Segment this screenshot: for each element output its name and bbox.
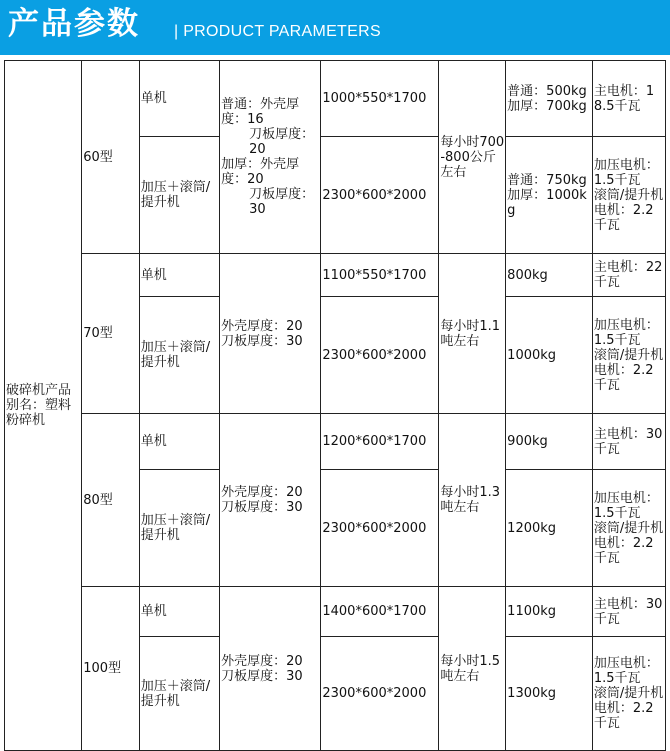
variant-cell: 单机 [139,414,219,470]
capacity-cell: 每小时1.3吨左右 [439,414,506,587]
motor-line: 加压电机：1.5千瓦 [593,317,659,348]
table-row [5,587,666,637]
motor-line: 加压电机：1.5千瓦 [593,157,659,188]
page-subtitle: | PRODUCT PARAMETERS [174,23,381,40]
thickness-line: 刀板厚度：30 [221,668,303,684]
thickness-line: 普通：外壳厚度：16 [221,97,300,127]
header-banner [0,0,670,55]
variant-cell: 单机 [139,254,219,297]
model-cell: 100型 [82,587,139,751]
table-row [5,61,666,137]
weight-cell: 1200kg [506,470,593,587]
dimensions-cell: 2300*600*2000 [321,470,439,587]
motor-line: 滚筒/提升机电机：2.2千瓦 [593,347,664,393]
motor-cell [592,137,665,254]
motor-line: 主电机：18.5千瓦 [593,83,655,114]
weight-cell [506,61,593,137]
weight-cell: 900kg [506,414,593,470]
motor-cell [592,470,665,587]
variant-cell: 单机 [139,61,219,137]
weight-cell: 1000kg [506,297,593,414]
capacity-cell: 每小时1.5吨左右 [439,587,506,751]
motor-line: 滚筒/提升机电机：2.2千瓦 [593,686,664,731]
product-parameters-table [4,60,666,751]
motor-line: 主电机：22千瓦 [593,260,663,290]
variant-cell: 加压＋滚筒/提升机 [139,637,219,751]
motor-cell [592,254,665,297]
thickness-line: 刀板厚度：30 [221,333,303,349]
variant-cell: 单机 [139,587,219,637]
motor-line: 主电机：30千瓦 [593,426,663,457]
thickness-line: 加厚：外壳厚度：20 [221,157,300,187]
thickness-line: 外壳厚度：20 [221,318,303,334]
dimensions-cell: 2300*600*2000 [321,637,439,751]
weight-cell [506,137,593,254]
motor-line: 滚筒/提升机电机：2.2千瓦 [593,520,664,566]
weight-line: 普通：500kg [507,83,587,99]
variant-cell: 加压＋滚筒/提升机 [139,137,219,254]
motor-line: 加压电机：1.5千瓦 [593,490,659,521]
motor-cell [592,414,665,470]
model-cell: 70型 [82,254,139,414]
capacity-cell: 每小时700-800公斤左右 [439,61,506,254]
motor-cell [592,297,665,414]
thickness-line: 刀板厚度：30 [249,187,315,217]
motor-line: 滚筒/提升机电机：2.2千瓦 [593,187,664,233]
table-row [5,414,666,470]
dimensions-cell: 2300*600*2000 [321,297,439,414]
dimensions-cell: 1000*550*1700 [321,61,439,137]
weight-cell: 800kg [506,254,593,297]
motor-line: 加压电机：1.5千瓦 [593,656,659,686]
weight-line: 普通：750kg [507,172,587,188]
table-row [5,254,666,297]
thickness-cell [220,414,321,587]
weight-cell: 1300kg [506,637,593,751]
thickness-cell [220,587,321,751]
thickness-line: 刀板厚度：30 [221,500,303,515]
dimensions-cell: 2300*600*2000 [321,137,439,254]
dimensions-cell: 1400*600*1700 [321,587,439,637]
thickness-cell [220,61,321,254]
weight-line: 加厚：1000kg [507,187,587,218]
thickness-cell [220,254,321,414]
thickness-line: 外壳厚度：20 [221,485,303,500]
variant-cell: 加压＋滚筒/提升机 [139,470,219,587]
weight-cell: 1100kg [506,587,593,637]
motor-cell [592,637,665,751]
product-name-cell: 破碎机产品别名：塑料粉碎机 [5,61,82,751]
model-cell: 60型 [82,61,139,254]
thickness-line: 刀板厚度：20 [249,127,315,157]
variant-cell: 加压＋滚筒/提升机 [139,297,219,414]
motor-cell [592,61,665,137]
dimensions-cell: 1100*550*1700 [321,254,439,297]
thickness-line: 外壳厚度：20 [221,653,303,669]
motor-line: 主电机：30千瓦 [593,596,663,627]
dimensions-cell: 1200*600*1700 [321,414,439,470]
weight-line: 加厚：700kg [507,98,587,114]
motor-cell [592,587,665,637]
model-cell: 80型 [82,414,139,587]
capacity-cell: 每小时1.1吨左右 [439,254,506,414]
page-title: 产品参数 [8,6,140,42]
